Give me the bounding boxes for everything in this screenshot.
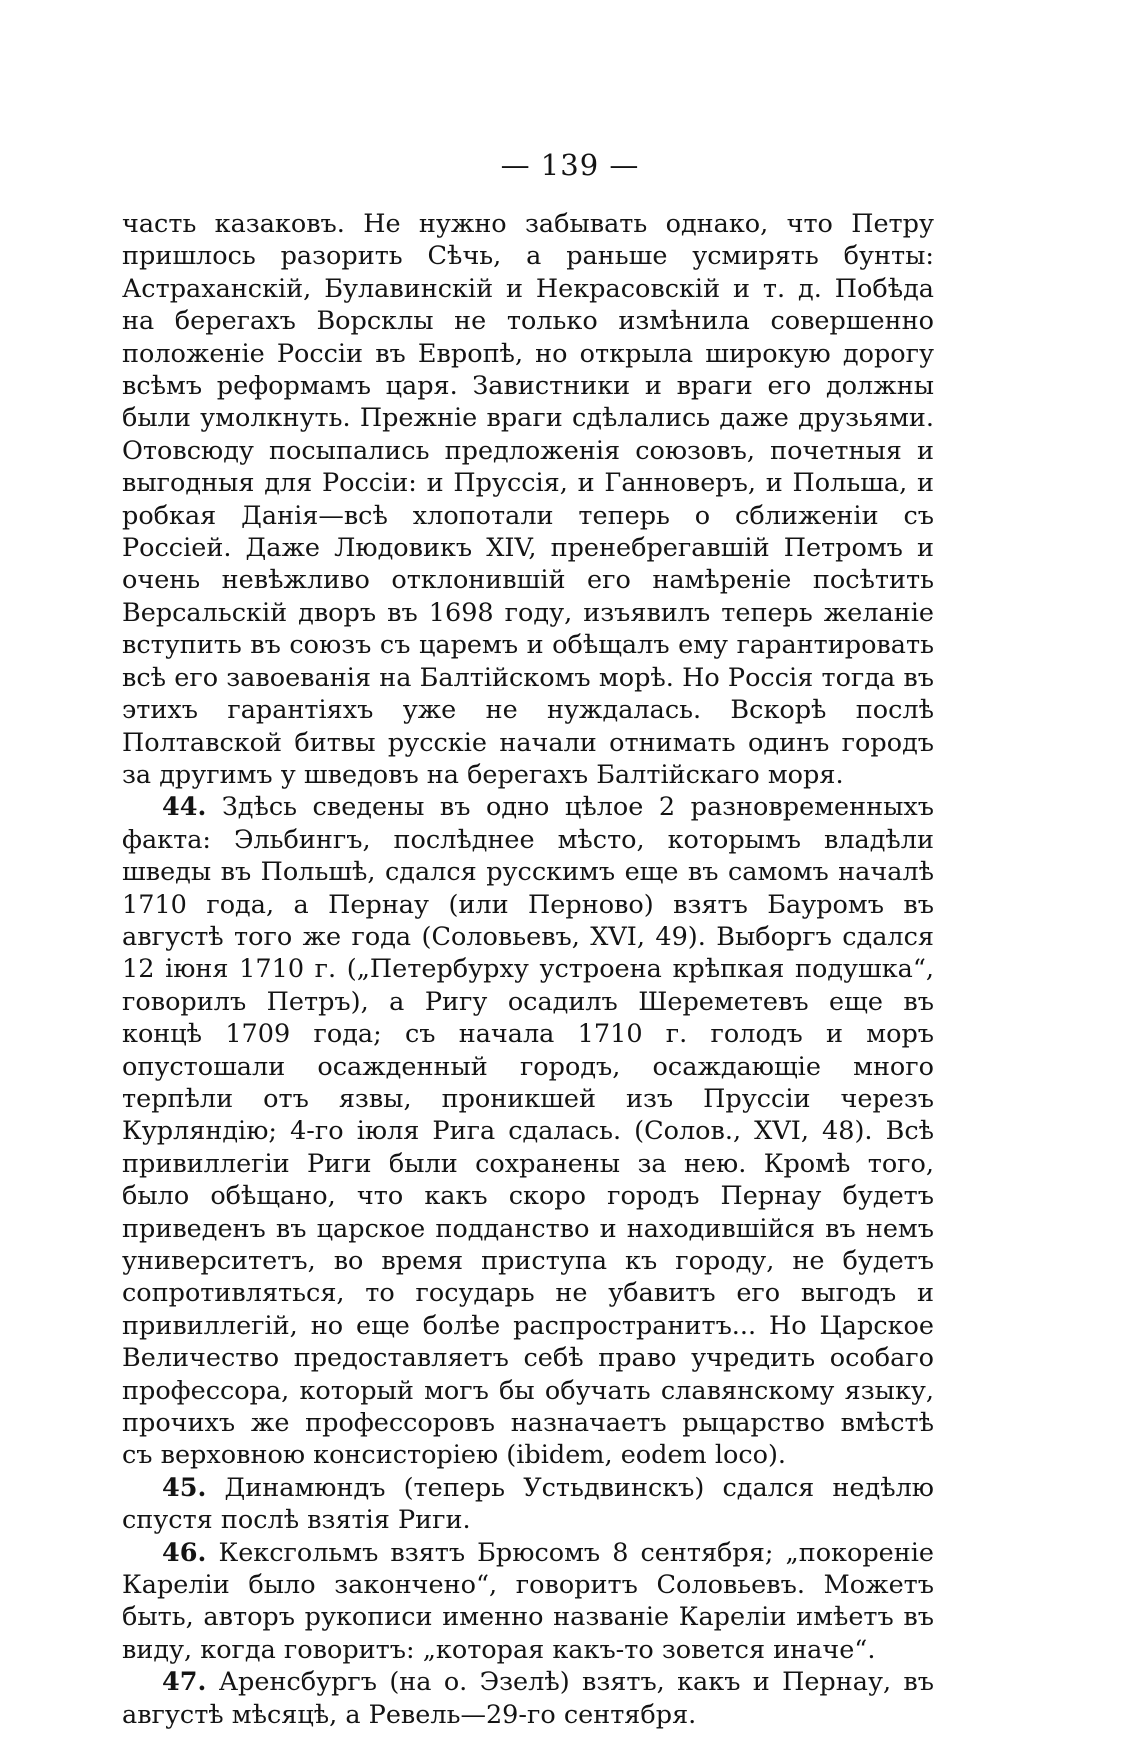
body-text: [122, 208, 934, 1731]
note-45: [122, 1472, 934, 1537]
paragraph-text: Здѣсь сведены въ одно цѣлое 2 разновременныхъ факта: Эльбингъ, послѣднее мѣсто, которымъ владѣли шведы въ Польшѣ, сдался русскимъ еще въ самомъ началѣ 1710 года, а Пернау (или Перново) взятъ Бауромъ въ августѣ того же года (Соловьевъ, XVI, 49). Выборгъ сдался 12 іюня 1710 г. („Петербурху устроена крѣпкая подушка“, говорилъ Петръ), а Ригу осадилъ Шереметевъ еще въ концѣ 1709 года; съ начала 1710 г. голодъ и моръ опустошали осажденный городъ, осаждающіе много терпѣли отъ язвы, проникшей изъ Пруссіи черезъ Курляндію; 4-го іюля Рига сдалась. (Солов., XVI, 48). Всѣ привиллегіи Риги были сохранены за нею. Кромѣ того, было обѣщано, что какъ скоро городъ Пернау будетъ приведенъ въ царское подданство и находившійся въ немъ университетъ, во время приступа къ городу, не будетъ сопротивляться, то государь не убавитъ его выгодъ и привиллегій, но еще болѣе распространитъ... Но Царское Величество предоставляетъ себѣ право учредить особаго профессора, который могъ бы обучать славянскому языку, прочихъ же профессоровъ назначаетъ рыцарство вмѣстѣ съ верховною консисторіею (ibidem, eodem loco).: [122, 792, 934, 1471]
note-number: 46.: [162, 1537, 207, 1568]
paragraph-text: Динамюндъ (теперь Устьдвинскъ) сдался недѣлю спустя послѣ взятія Риги.: [122, 1472, 934, 1536]
paragraph-continuation: [122, 208, 934, 791]
note-number: 47.: [162, 1667, 207, 1698]
paragraph-text: Аренсбургъ (на о. Эзелѣ) взятъ, какъ и Пернау, въ августѣ мѣсяцѣ, а Ревель—29-го сентября.: [122, 1667, 934, 1730]
note-44: [122, 791, 934, 1472]
note-47: [122, 1666, 934, 1731]
page-number: — 139 —: [500, 148, 640, 182]
paragraph-text: Кексгольмъ взятъ Брюсомъ 8 сентября; „покореніе Кареліи было закончено“, говоритъ Соловьевъ. Можетъ быть, авторъ рукописи именно названіе Кареліи имѣетъ въ виду, когда говоритъ: „которая какъ-то зовется иначе“.: [122, 1537, 934, 1665]
paragraph-text: часть казаковъ. Не нужно забывать однако, что Петру пришлось разорить Сѣчь, а раньше усмирять бунты: Астраханскій, Булавинскій и Некрасовскій и т. д. Побѣда на берегахъ Ворсклы не только измѣнила совершенно положеніе Россіи въ Европѣ, но открыла широкую дорогу всѣмъ реформамъ царя. Завистники и враги его должны были умолкнуть. Прежніе враги сдѣлались даже друзьями. Отовсюду посыпались предложенія союзовъ, почетныя и выгодныя для Россіи: и Пруссія, и Ганноверъ, и Польша, и робкая Данія—всѣ хлопотали теперь о сближеніи съ Россіей. Даже Людовикъ XIV, пренебрегавшій Петромъ и очень невѣжливо отклонившій его намѣреніе посѣтить Версальскій дворъ въ 1698 году, изъявилъ теперь желаніе вступить въ союзъ съ царемъ и обѣщалъ ему гарантировать всѣ его завоеванія на Балтійскомъ морѣ. Но Россія тогда въ этихъ гарантіяхъ уже не нуждалась. Вскорѣ послѣ Полтавской битвы русскіе начали отнимать одинъ городъ за другимъ у шведовъ на берегахъ Балтійскаго моря.: [122, 209, 934, 790]
note-number: 45.: [162, 1472, 207, 1503]
note-number: 44.: [162, 792, 207, 823]
note-46: [122, 1537, 934, 1667]
